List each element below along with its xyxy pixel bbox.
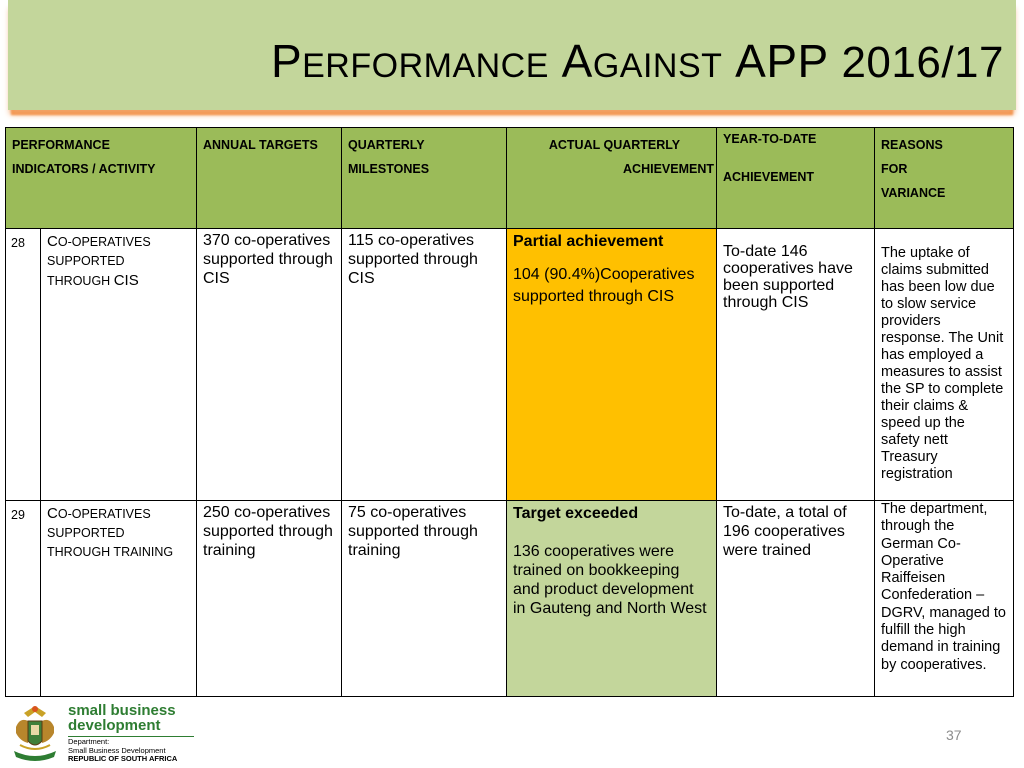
achievement-status: Partial achievement [513, 233, 664, 250]
ytd-achievement-cell: To-date, a total of 196 cooperatives were trained [717, 501, 875, 697]
department-logo [10, 703, 210, 765]
header-actual-quarterly-achievement: ACTUAL QUARTERLY ACHIEVEMENT [507, 128, 717, 229]
indicator-cell: CO-OPERATIVES SUPPORTED THROUGH CIS [41, 229, 197, 501]
annual-target-cell: 250 co-operatives supported through training [197, 501, 342, 697]
header-indicators: PERFORMANCE INDICATORS / ACTIVITY [6, 128, 197, 229]
table-row [6, 501, 1014, 697]
header-year-to-date-achievement: YEAR-TO-DATE ACHIEVEMENT [717, 128, 875, 229]
variance-reason-cell: The uptake of claims submitted has been low due to slow service providers response. The Unit has employed a measures to assist the SP to complete their claims & speed up the safety nett Treasury registration [875, 229, 1014, 501]
achievement-detail: 104 (90.4%)Cooperatives supported through CIS [513, 266, 695, 305]
actual-achievement-cell [507, 501, 717, 697]
actual-achievement-cell [507, 229, 717, 501]
performance-table [5, 127, 1014, 697]
header-reasons-for-variance: REASONS FOR VARIANCE [875, 128, 1014, 229]
coat-of-arms-icon [10, 703, 60, 765]
title-banner [8, 0, 1016, 110]
logo-wordmark: small business development [68, 702, 176, 734]
slide-title: PERFORMANCE AGAINST APP 2016/17 [270, 35, 1004, 87]
annual-target-cell: 370 co-operatives supported through CIS [197, 229, 342, 501]
table-row [6, 229, 1014, 501]
logo-department-text: Department: Small Business Development REPUBLIC OF SOUTH AFRICA [68, 737, 178, 763]
variance-reason-cell: The department, through the German Co-Operative Raiffeisen Confederation – DGRV, managed to fulfill the high demand in training by cooperatives. [875, 501, 1014, 697]
table-header-row [6, 128, 1014, 229]
milestone-cell: 75 co-operatives supported through training [342, 501, 507, 697]
achievement-status: Target exceeded [513, 505, 639, 522]
row-number: 29 [6, 501, 41, 697]
page-number: 37 [946, 727, 962, 743]
milestone-cell: 115 co-operatives supported through CIS [342, 229, 507, 501]
ytd-achievement-cell: To-date 146 cooperatives have been supported through CIS [717, 229, 875, 501]
header-annual-targets: ANNUAL TARGETS [197, 128, 342, 229]
indicator-cell: CO-OPERATIVES SUPPORTED THROUGH TRAINING [41, 501, 197, 697]
achievement-detail: 136 cooperatives were trained on bookkeeping and product development in Gauteng and North West [513, 543, 707, 617]
header-quarterly-milestones: QUARTERLY MILESTONES [342, 128, 507, 229]
row-number: 28 [6, 229, 41, 501]
